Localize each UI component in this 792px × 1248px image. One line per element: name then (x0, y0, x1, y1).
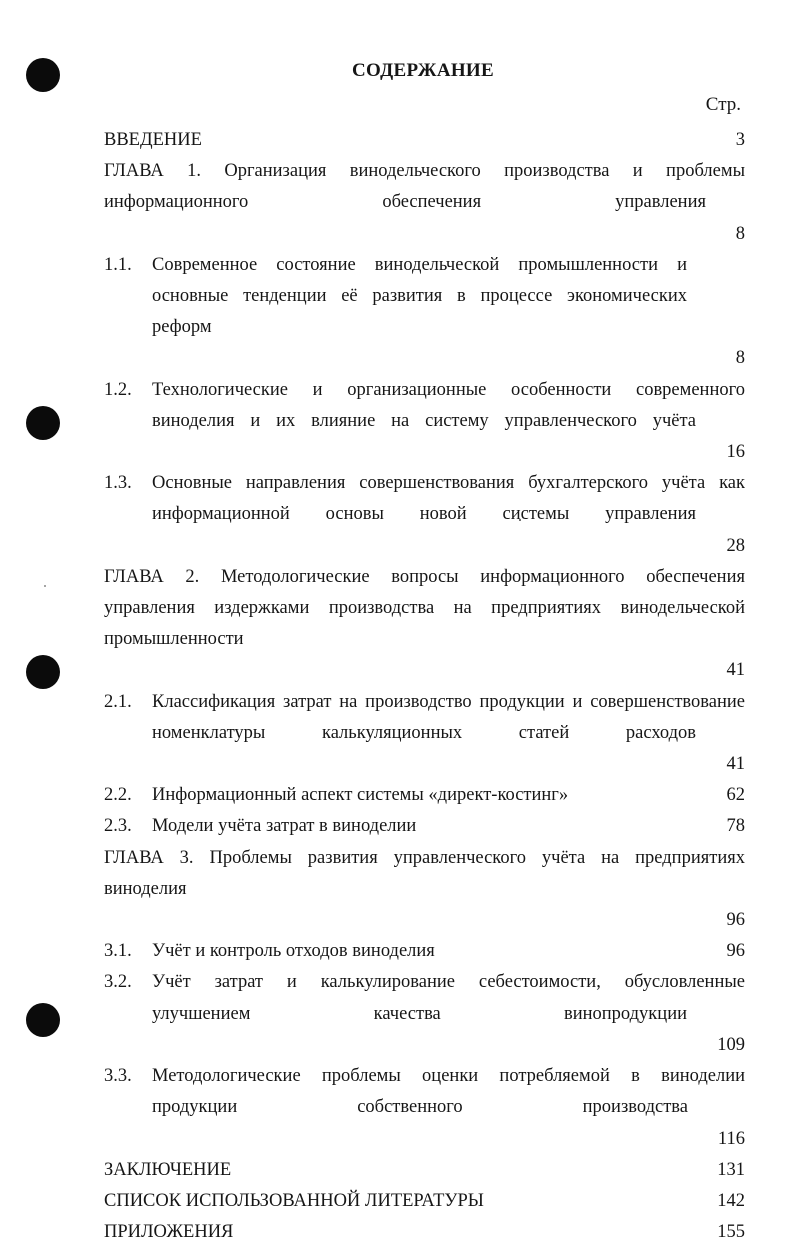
toc-entry (104, 375, 745, 469)
toc-entry-text: ПРИЛОЖЕНИЯ (104, 1222, 234, 1243)
toc-entry-text: ГЛАВА 3. Проблемы развития управленческого учёта на предприятиях виноделия (104, 847, 745, 899)
toc-entry-page: 8 (735, 223, 745, 244)
toc-entry-number: 2.1. (104, 691, 132, 712)
toc-entry-number: 1.2. (104, 379, 132, 400)
toc-entry (104, 1217, 745, 1248)
toc-entry-page: 131 (717, 1159, 745, 1180)
toc-entry-text: Классификация затрат на производство продукции и совершенствование номенклатуры калькуляционных статей расходов (152, 691, 745, 743)
toc-entry-text: ВВЕДЕНИЕ (104, 130, 202, 150)
toc-entry (104, 1155, 745, 1186)
toc-entry-text: СПИСОК ИСПОЛЬЗОВАННОЙ ЛИТЕРАТУРЫ (104, 1190, 484, 1211)
toc-entry-text: ГЛАВА 2. Методологические вопросы информационного обеспечения управления издержками производства на предприятиях винодельческой промышленности (104, 566, 745, 650)
toc-entry (104, 811, 745, 842)
toc-entry-text: Модели учёта затрат в виноделии (152, 816, 417, 837)
toc-entry (104, 843, 745, 937)
binder-hole-4 (26, 1003, 60, 1037)
scan-speck (44, 585, 46, 587)
toc-entry-page: 8 (735, 348, 745, 369)
toc-entry (104, 562, 745, 687)
toc-entry-number: 1.3. (104, 473, 132, 494)
binder-hole-3 (26, 655, 60, 689)
toc-entry-number: 3.3. (104, 1066, 132, 1087)
toc-entry-number: 3.2. (104, 972, 132, 993)
toc-entry-page: 78 (726, 816, 745, 837)
toc-entry-text: Современное состояние винодельческой промышленности и основные тенденции её развития в процессе экономических реформ (152, 254, 687, 338)
page-title: СОДЕРЖАНИЕ (352, 60, 494, 81)
toc-entry-text: ЗАКЛЮЧЕНИЕ (104, 1159, 232, 1180)
toc-entry (104, 967, 745, 1061)
toc-entry-page: 62 (726, 785, 745, 806)
toc-entry-number: 2.3. (104, 816, 132, 837)
toc-entry-text: ГЛАВА 1. Организация винодельческого производства и проблемы информационного обеспечения управления (104, 161, 745, 213)
toc-entry-number: 1.1. (104, 254, 132, 275)
toc-entry-text: Учёт и контроль отходов виноделия (152, 941, 435, 962)
toc-entry-page: 96 (726, 941, 745, 962)
toc-entry (104, 468, 745, 562)
toc-entry-text: Учёт затрат и калькулирование себестоимости, обусловленные улучшением качества винопродукции (152, 972, 745, 1024)
toc-entry-text: Информационный аспект системы «директ-костинг» (152, 785, 569, 806)
toc-entry (104, 125, 745, 156)
toc-entry-page: 96 (726, 910, 745, 931)
toc-entry-page: 41 (726, 660, 745, 681)
toc-entry-page: 155 (717, 1222, 745, 1243)
binder-hole-2 (26, 406, 60, 440)
toc-entry-number: 3.1. (104, 941, 132, 962)
page-column-label: Стр. (705, 94, 741, 115)
toc-entry (104, 1186, 745, 1217)
toc-entry-text: Методологические проблемы оценки потребляемой в виноделии продукции собственного производства (152, 1066, 745, 1118)
toc-entry-page: 3 (735, 130, 745, 150)
toc-entry-page: 116 (717, 1128, 745, 1149)
toc-entry (104, 687, 745, 781)
toc-entry-number: 2.2. (104, 785, 132, 806)
toc-entry-text: Технологические и организационные особенности современного виноделия и их влияние на систему управленческого учёта (152, 379, 745, 431)
toc-entry-page: 142 (717, 1190, 745, 1211)
toc-entry (104, 156, 745, 250)
toc-entry-text: Основные направления совершенствования бухгалтерского учёта как информационной основы новой системы управления (152, 473, 745, 525)
toc-entry-page: 28 (726, 535, 745, 556)
toc-entry (104, 780, 745, 811)
toc-entry (104, 936, 745, 967)
table-of-contents (104, 125, 745, 1248)
toc-entry-page: 41 (726, 754, 745, 775)
toc-entry (104, 250, 745, 375)
toc-entry-page: 109 (717, 1034, 745, 1055)
toc-entry-page: 16 (726, 442, 745, 463)
